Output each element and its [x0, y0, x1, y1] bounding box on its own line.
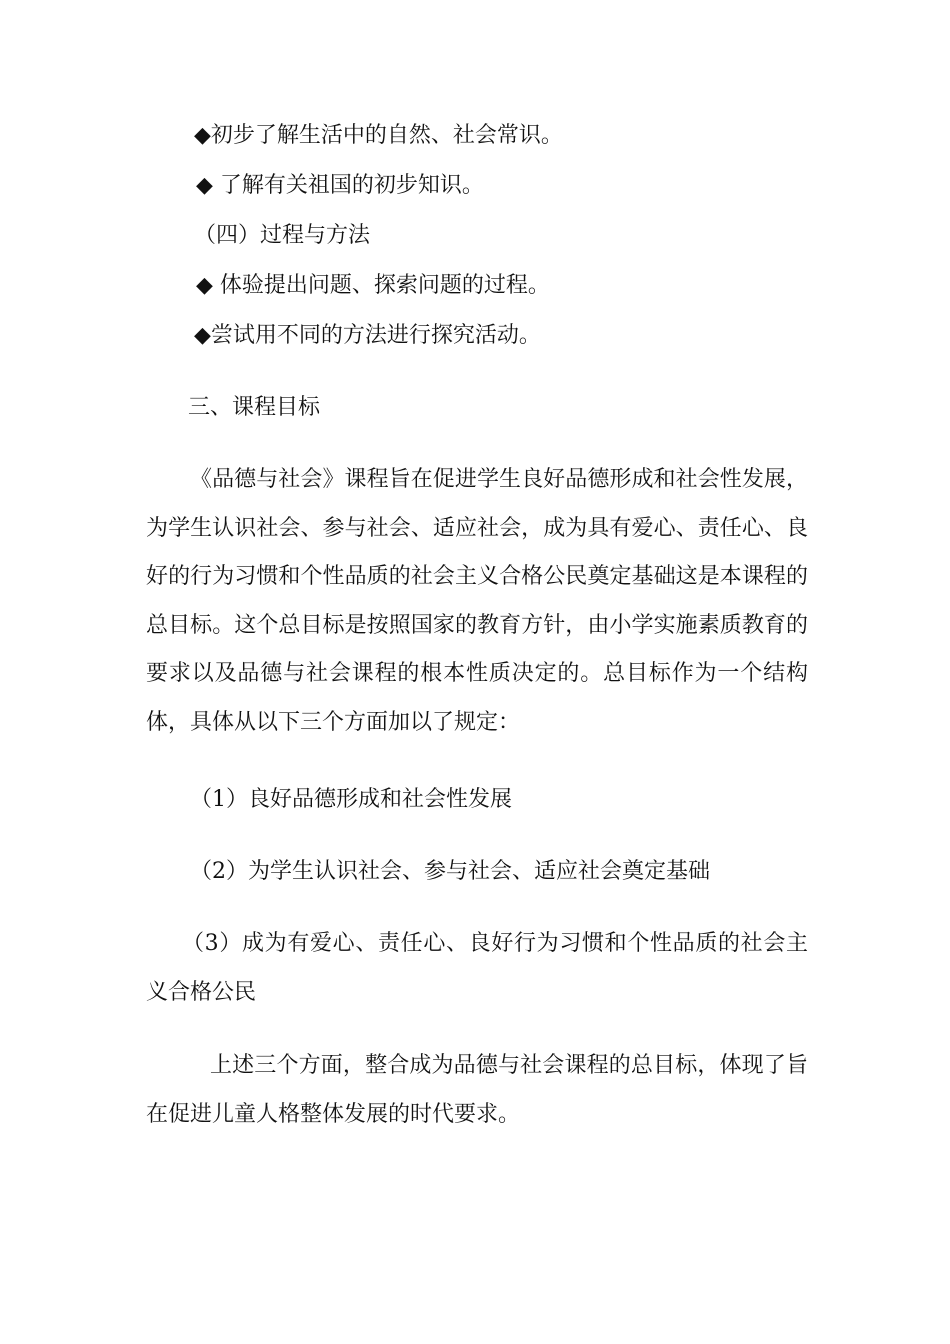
closing-paragraph: 上述三个方面，整合成为品德与社会课程的总目标，体现了旨在促进儿童人格整体发展的时代要求。 [146, 1053, 808, 1127]
bullet-try-methods: ◆尝试用不同的方法进行探究活动。 [194, 323, 541, 348]
goal-1: （1）良好品德形成和社会性发展 [190, 787, 512, 812]
section-three-heading: 三、课程目标 [188, 395, 321, 420]
section-four-heading: （四）过程与方法 [194, 223, 371, 248]
bullet-explore-process: ◆ 体验提出问题、探索问题的过程。 [196, 273, 550, 298]
main-paragraph: 《品德与社会》课程旨在促进学生良好品德形成和社会性发展，为学生认识社会、参与社会、适应社会，成为具有爱心、责任心、良好的行为习惯和个性品质的社会主义合格公民奠定基础这是本课程的总目标。这个总目标是按照国家的教育方针，由小学实施素质教育的要求以及品德与社会课程的根本性质决定的。总目标作为一个结构体，具体从以下三个方面加以了规定： [146, 467, 808, 735]
goal-3: （3）成为有爱心、责任心、良好行为习惯和个性品质的社会主义合格公民 [146, 931, 808, 1005]
bullet-nature-society: ◆初步了解生活中的自然、社会常识。 [194, 123, 563, 148]
bullet-motherland: ◆ 了解有关祖国的初步知识。 [196, 173, 484, 198]
goal-2: （2）为学生认识社会、参与社会、适应社会奠定基础 [190, 859, 710, 884]
